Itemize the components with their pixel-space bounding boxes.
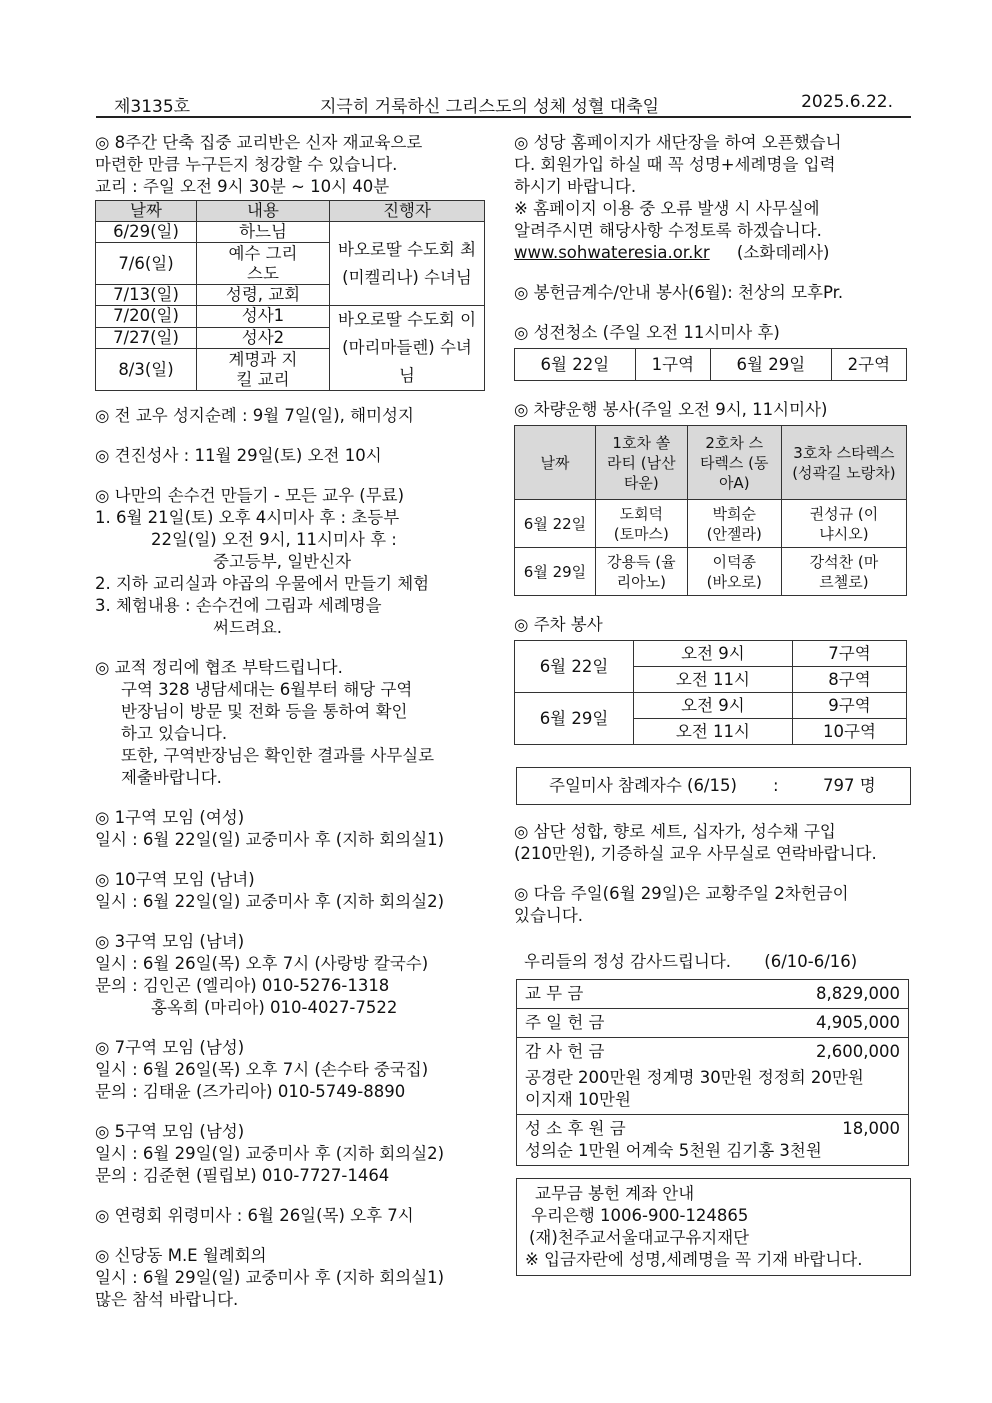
notice-line: 일시 : 6월 26일(목) 오후 7시 (손수타 중국집): [95, 1060, 429, 1079]
notice-line: 중고등부, 일반신자: [213, 552, 352, 571]
attendance-box: [516, 767, 911, 805]
offerings-period: (6/10-6/16): [764, 952, 858, 971]
notice-line: 일시 : 6월 29일(일) 교중미사 후 (지하 회의실1): [95, 1268, 445, 1287]
issue-number: 제3135호: [114, 97, 191, 117]
notice-title: ◎ 5구역 모임 (남성): [95, 1122, 245, 1141]
notice-line: 하시기 바랍니다.: [514, 177, 637, 196]
table-cell: 6월 22일: [515, 500, 596, 548]
notice-title: ◎ 1구역 모임 (여성): [95, 808, 245, 827]
notice-line: 문의 : 김인곤 (엘리아) 010-5276-1318: [95, 976, 390, 995]
table-cell: 7구역: [792, 641, 906, 667]
catechism-line: 마련한 만큼 누구든지 청강할 수 있습니다.: [95, 155, 398, 174]
items-notice: [514, 821, 911, 865]
table-cell: 강석찬 (마르첼로): [781, 548, 906, 596]
group1-meeting: [95, 807, 485, 851]
catechism-line: ◎ 8주간 단축 집중 교리반은 신자 재교육으로: [95, 133, 423, 152]
catechism-notice: [95, 132, 485, 391]
offering-amount: 4,905,000: [816, 1013, 900, 1032]
notice-line: 다. 회원가입 하실 때 꼭 성명+세례명을 입력: [514, 155, 836, 174]
col-header: 1호차 쏠라티 (남산타운): [596, 426, 688, 500]
notice-line: 있습니다.: [514, 906, 584, 925]
group10-meeting: [95, 869, 485, 913]
offering-row: [517, 1038, 909, 1115]
col-header: 3호차 스타렉스 (성곽길 노랑차): [781, 426, 906, 500]
table-cell: 7/20(일): [96, 306, 197, 328]
table-cell: 권성규 (이냐시오): [781, 500, 906, 548]
offering-note: 성의순 1만원 어계숙 5천원 김기홍 3천원: [525, 1141, 822, 1160]
left-column: [95, 132, 485, 1321]
notice-line: 반장님이 방문 및 전화 등을 통하여 확인: [121, 702, 408, 721]
issue-date: 2025.6.22.: [801, 92, 893, 112]
vehicle-notice: [514, 399, 911, 596]
table-cell: 예수 그리스도: [197, 243, 330, 285]
table-cell: 성령, 교회: [197, 285, 330, 306]
table-cell: 7/6(일): [96, 243, 197, 285]
offerings-title: 우리들의 정성 감사드립니다.: [524, 952, 732, 971]
homepage-link-note: (소화데레사): [736, 243, 830, 262]
table-cell: 7/13(일): [96, 285, 197, 306]
table-cell: 강용득 (율리아노): [596, 548, 688, 596]
offering-row: [517, 1009, 909, 1038]
table-cell: 6월 29일: [515, 548, 596, 596]
cleaning-table: [514, 348, 907, 381]
notice-line: 일시 : 6월 29일(일) 교중미사 후 (지하 회의실2): [95, 1144, 445, 1163]
group5-meeting: [95, 1121, 485, 1187]
table-cell: 10구역: [792, 719, 906, 745]
offering-amount: 8,829,000: [816, 984, 900, 1003]
table-cell: 오전 9시: [634, 641, 793, 667]
table-cell: 7/27(일): [96, 327, 197, 349]
group3-meeting: [95, 931, 485, 1019]
notice-line: 문의 : 김태윤 (즈가리아) 010-5749-8890: [95, 1082, 406, 1101]
notice-line: ※ 홈페이지 이용 중 오류 발생 시 사무실에: [514, 199, 820, 218]
table-cell: 계명과 지킬 교리: [197, 349, 330, 391]
parking-notice: [514, 614, 911, 745]
confirmation-notice: ◎ 견진성사 : 11월 29일(토) 오전 10시: [95, 446, 382, 465]
page-header: [96, 88, 911, 118]
table-cell: 6월 22일: [515, 641, 634, 693]
table-cell: 오전 11시: [634, 667, 793, 693]
right-column: [514, 132, 911, 1276]
group7-meeting: [95, 1037, 485, 1103]
table-cell: 성사2: [197, 327, 330, 349]
notice-title: ◎ 3구역 모임 (남녀): [95, 932, 245, 951]
notice-line: 1. 6월 21일(토) 오후 4시미사 후 : 초등부: [95, 508, 400, 527]
attendance-value: 797 명: [823, 776, 876, 795]
notice-title: ◎ 신당동 M.E 월례회의: [95, 1246, 267, 1265]
notice-title: ◎ 주차 봉사: [514, 615, 603, 634]
table-cell: 오전 9시: [634, 693, 793, 719]
col-header: 내용: [197, 201, 330, 222]
table-cell: 성사1: [197, 306, 330, 328]
homepage-notice: [514, 132, 911, 264]
offering-count-notice: ◎ 봉헌금계수/안내 봉사(6월): 천상의 모후Pr.: [514, 283, 844, 302]
col-header: 날짜: [96, 201, 197, 222]
notice-title: ◎ 10구역 모임 (남녀): [95, 870, 255, 889]
page-title: 지극히 거룩하신 그리스도의 성체 성혈 대축일: [320, 97, 660, 117]
notice-line: 일시 : 6월 22일(일) 교중미사 후 (지하 회의실1): [95, 830, 445, 849]
notice-line: 홍옥희 (마리아) 010-4027-7522: [151, 998, 398, 1017]
notice-line: 2. 지하 교리실과 야곱의 우물에서 만들기 체험: [95, 574, 430, 593]
offering-note: 공경란 200만원 정계명 30만원 정정희 20만원: [525, 1068, 864, 1087]
notice-line: 제출바랍니다.: [121, 768, 222, 787]
offering-label: 교 무 금: [525, 984, 584, 1003]
offering-amount: 18,000: [842, 1119, 900, 1138]
table-cell: 8/3(일): [96, 349, 197, 391]
notice-line: 써드려요.: [213, 618, 283, 637]
notice-line: 3. 체험내용 : 손수건에 그림과 세례명을: [95, 596, 382, 615]
offerings-table: [516, 979, 909, 1166]
table-cell: 하느님: [197, 222, 330, 243]
offering-row: [517, 1115, 909, 1166]
notice-title: ◎ 나만의 손수건 만들기 - 모든 교우 (무료): [95, 486, 405, 505]
notice-line: ◎ 삼단 성합, 향로 세트, 십자가, 성수채 구입: [514, 822, 836, 841]
table-cell: 9구역: [792, 693, 906, 719]
second-collection-notice: [514, 883, 911, 927]
table-cell: 박희순 (안젤라): [687, 500, 781, 548]
notice-title: ◎ 성전청소 (주일 오전 11시미사 후): [514, 323, 780, 342]
notice-line: 구역 328 냉담세대는 6월부터 해당 구역: [121, 680, 413, 699]
account-line: (재)천주교서울대교구유지재단: [529, 1228, 750, 1247]
vehicle-table: [514, 425, 907, 596]
notice-line: 알려주시면 해당사항 수정토록 하겠습니다.: [514, 221, 822, 240]
table-cell: 바오로딸 수도회 최(미켈리나) 수녀님: [330, 222, 485, 306]
offering-amount: 2,600,000: [816, 1042, 900, 1061]
table-cell: 8구역: [792, 667, 906, 693]
table-cell: 오전 11시: [634, 719, 793, 745]
notice-line: ◎ 다음 주일(6월 29일)은 교황주일 2차헌금이: [514, 884, 849, 903]
notice-line: 문의 : 김준현 (필립보) 010-7727-1464: [95, 1166, 390, 1185]
notice-line: 많은 참석 바랍니다.: [95, 1290, 239, 1309]
col-header: 2호차 스타렉스 (동아A): [687, 426, 781, 500]
notice-line: (210만원), 기증하실 교우 사무실로 연락바랍니다.: [514, 844, 877, 863]
notice-line: 일시 : 6월 26일(목) 오후 7시 (사랑방 칼국수): [95, 954, 429, 973]
elders-mass-notice: ◎ 연령회 위령미사 : 6월 26일(목) 오후 7시: [95, 1206, 414, 1225]
notice-line: 하고 있습니다.: [121, 724, 228, 743]
notice-line: 일시 : 6월 22일(일) 교중미사 후 (지하 회의실2): [95, 892, 445, 911]
account-line: 교무금 봉헌 계좌 안내: [535, 1184, 695, 1203]
offering-label: 감 사 헌 금: [525, 1042, 605, 1061]
handkerchief-notice: [95, 485, 485, 639]
table-cell: 이덕종 (바오로): [687, 548, 781, 596]
attendance-label: 주일미사 참례자수 (6/15): [549, 776, 737, 795]
account-box: [516, 1178, 911, 1276]
notice-title: ◎ 교적 정리에 협조 부탁드립니다.: [95, 658, 343, 677]
catechism-table: [95, 200, 485, 391]
notice-line: 22일(일) 오전 9시, 11시미사 후 :: [151, 530, 397, 549]
table-cell: 6월 29일: [515, 693, 634, 745]
table-cell: 도회덕 (토마스): [596, 500, 688, 548]
table-cell: 2구역: [831, 349, 906, 381]
catechism-line: 교리 : 주일 오전 9시 30분 ~ 10시 40분: [95, 177, 390, 196]
table-cell: 6월 22일: [515, 349, 636, 381]
table-cell: 6월 29일: [710, 349, 831, 381]
notice-line: ◎ 성당 홈페이지가 새단장을 하여 오픈했습니: [514, 133, 842, 152]
account-line: ※ 입금자란에 성명,세례명을 꼭 기재 바랍니다.: [525, 1250, 863, 1269]
register-notice: [95, 657, 485, 789]
me-meeting: [95, 1245, 485, 1311]
col-header: 날짜: [515, 426, 596, 500]
offering-row: [517, 980, 909, 1009]
cleaning-notice: [514, 322, 911, 381]
notice-title: ◎ 차량운행 봉사(주일 오전 9시, 11시미사): [514, 400, 828, 419]
offerings-section: [514, 951, 911, 1166]
attendance-separator: :: [773, 776, 779, 795]
parking-table: [514, 640, 907, 745]
pilgrimage-notice: ◎ 전 교우 성지순례 : 9월 7일(일), 해미성지: [95, 406, 414, 425]
offering-label: 주 일 헌 금: [525, 1013, 605, 1032]
col-header: 진행자: [330, 201, 485, 222]
table-cell: 바오로딸 수도회 이(마리마들렌) 수녀님: [330, 306, 485, 391]
offering-note: 이지재 10만원: [525, 1090, 631, 1109]
offering-label: 성 소 후 원 금: [525, 1119, 626, 1138]
notice-line: 또한, 구역반장님은 확인한 결과를 사무실로: [121, 746, 435, 765]
homepage-link[interactable]: www.sohwateresia.or.kr: [514, 243, 710, 262]
notice-title: ◎ 7구역 모임 (남성): [95, 1038, 245, 1057]
table-cell: 1구역: [635, 349, 710, 381]
account-line: 우리은행 1006-900-124865: [531, 1206, 749, 1225]
table-cell: 6/29(일): [96, 222, 197, 243]
